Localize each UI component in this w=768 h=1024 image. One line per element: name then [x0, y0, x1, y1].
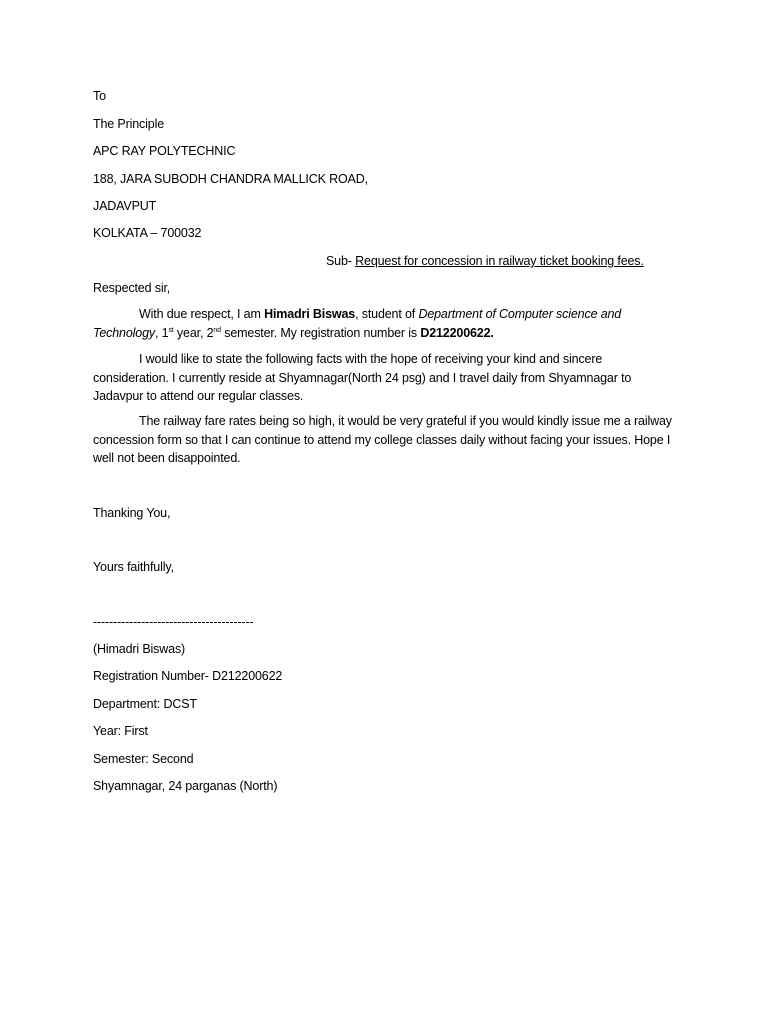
- addressee-recipient: The Principle: [93, 117, 164, 131]
- signature-name: (Himadri Biswas): [93, 642, 186, 656]
- semester-text: semester. My registration number is: [220, 325, 421, 340]
- signature-location: Shyamnagar, 24 parganas (North): [93, 779, 278, 793]
- signature-department: Department: DCST: [93, 697, 197, 711]
- addressee-city: KOLKATA – 700032: [93, 226, 202, 240]
- paragraph-request: The railway fare rates being so high, it would be very grateful if you would kindly issue me a railway concession form so that I can continue to attend my college classes daily without facing your issues. Hope I well not been disappointed.: [93, 414, 672, 465]
- registration-number: D212200622.: [420, 325, 494, 340]
- department-name: Department of Computer science and Technology: [93, 307, 622, 340]
- paragraph-introduction: [93, 305, 678, 342]
- year-number: 1: [161, 325, 169, 340]
- year-text: year,: [173, 325, 207, 340]
- addressee-to: To: [93, 89, 106, 103]
- signature-semester: Semester: Second: [93, 752, 194, 766]
- salutation: Respected sir,: [93, 281, 171, 295]
- closing-yours-faithfully: Yours faithfully,: [93, 560, 174, 574]
- signature-registration: Registration Number- D212200622: [93, 669, 283, 683]
- addressee-street: 188, JARA SUBODH CHANDRA MALLICK ROAD,: [93, 172, 368, 186]
- semester-number: 2: [206, 325, 214, 340]
- closing-thanks: Thanking You,: [93, 506, 171, 520]
- subject-line: [326, 252, 644, 270]
- subject-text: Request for concession in railway ticket booking fees.: [355, 254, 644, 268]
- year-suffix: st: [168, 326, 174, 334]
- signature-year: Year: First: [93, 724, 148, 738]
- student-name: Himadri Biswas: [264, 307, 356, 321]
- addressee-area: JADAVPUT: [93, 199, 157, 213]
- subject-prefix: Sub-: [326, 254, 352, 268]
- addressee-institution: APC RAY POLYTECHNIC: [93, 144, 236, 158]
- signature-line: ----------------------------------------: [93, 615, 254, 629]
- semester-suffix: nd: [213, 326, 221, 334]
- intro-text: With due respect, I am: [139, 307, 265, 321]
- intro-comma: ,: [154, 325, 162, 340]
- intro-mid: , student of: [355, 307, 419, 321]
- paragraph-facts: I would like to state the following facts with the hope of receiving your kind and sincere consideration. I currently reside at Shyamnagar(North 24 psg) and I travel daily from Shyamnagar to Jadavpur to attend our regular classes.: [93, 352, 632, 403]
